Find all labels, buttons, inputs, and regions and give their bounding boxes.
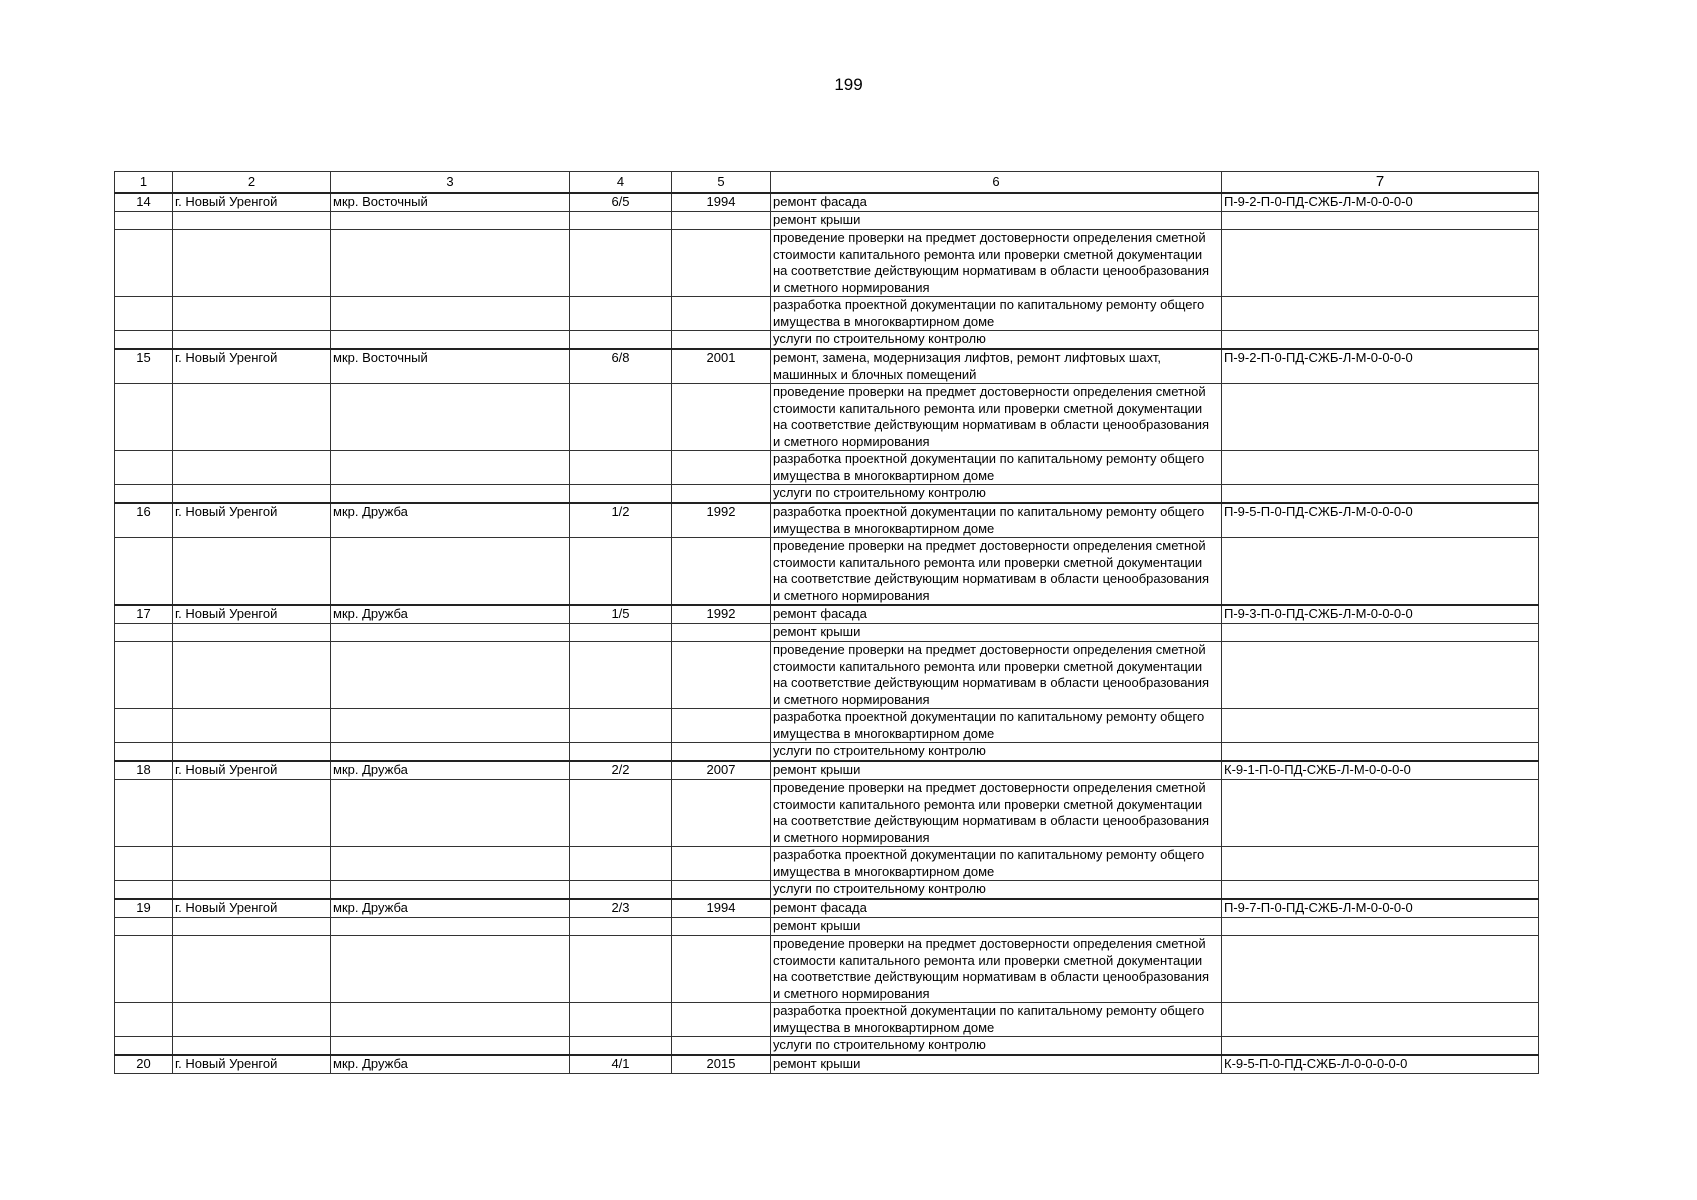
cell-year bbox=[672, 538, 771, 606]
cell-number bbox=[115, 297, 173, 331]
cell-code: К-9-1-П-0-ПД-СЖБ-Л-М-0-0-0-0 bbox=[1222, 761, 1539, 780]
col-header-3: 3 bbox=[331, 172, 570, 194]
cell-work: ремонт фасада bbox=[771, 193, 1222, 212]
cell-work: разработка проектной документации по капитальному ремонту общего имущества в многоквартирном доме bbox=[771, 709, 1222, 743]
table-row bbox=[115, 605, 1539, 624]
cell-code bbox=[1222, 780, 1539, 847]
cell-code: П-9-5-П-0-ПД-СЖБ-Л-М-0-0-0-0 bbox=[1222, 503, 1539, 538]
cell-number bbox=[115, 331, 173, 350]
table-row bbox=[115, 780, 1539, 847]
cell-code bbox=[1222, 709, 1539, 743]
cell-work: проведение проверки на предмет достоверности определения сметной стоимости капитального ремонта или проверки сметной документации на соответствие действующим нормативам в области ценообразования и сметного нормирования bbox=[771, 936, 1222, 1003]
cell-code bbox=[1222, 297, 1539, 331]
cell-house bbox=[570, 230, 672, 297]
cell-house bbox=[570, 538, 672, 606]
cell-city bbox=[173, 847, 331, 881]
cell-code bbox=[1222, 230, 1539, 297]
cell-work: ремонт фасада bbox=[771, 605, 1222, 624]
cell-work: проведение проверки на предмет достоверности определения сметной стоимости капитального ремонта или проверки сметной документации на соответствие действующим нормативам в области ценообразования и сметного нормирования bbox=[771, 780, 1222, 847]
cell-year bbox=[672, 331, 771, 350]
cell-number: 18 bbox=[115, 761, 173, 780]
table-row bbox=[115, 1003, 1539, 1037]
cell-house: 4/1 bbox=[570, 1055, 672, 1074]
cell-code bbox=[1222, 331, 1539, 350]
cell-work: ремонт крыши bbox=[771, 1055, 1222, 1074]
table-row bbox=[115, 624, 1539, 642]
cell-number bbox=[115, 709, 173, 743]
cell-code bbox=[1222, 384, 1539, 451]
cell-city bbox=[173, 538, 331, 606]
cell-house bbox=[570, 642, 672, 709]
cell-work: разработка проектной документации по капитальному ремонту общего имущества в многоквартирном доме bbox=[771, 1003, 1222, 1037]
cell-city bbox=[173, 936, 331, 1003]
col-header-7: 7 bbox=[1222, 172, 1539, 194]
cell-number bbox=[115, 936, 173, 1003]
cell-city bbox=[173, 485, 331, 504]
cell-city bbox=[173, 384, 331, 451]
cell-house bbox=[570, 624, 672, 642]
cell-code bbox=[1222, 538, 1539, 606]
table-row bbox=[115, 743, 1539, 762]
table-row bbox=[115, 936, 1539, 1003]
cell-number bbox=[115, 212, 173, 230]
cell-city bbox=[173, 1003, 331, 1037]
cell-city: г. Новый Уренгой bbox=[173, 899, 331, 918]
cell-year: 1994 bbox=[672, 899, 771, 918]
cell-house bbox=[570, 451, 672, 485]
cell-city: г. Новый Уренгой bbox=[173, 605, 331, 624]
table-row bbox=[115, 485, 1539, 504]
cell-district bbox=[331, 451, 570, 485]
cell-number: 20 bbox=[115, 1055, 173, 1074]
table-row bbox=[115, 918, 1539, 936]
cell-house bbox=[570, 918, 672, 936]
cell-code bbox=[1222, 743, 1539, 762]
cell-district: мкр. Восточный bbox=[331, 349, 570, 384]
cell-district bbox=[331, 297, 570, 331]
cell-year bbox=[672, 230, 771, 297]
col-header-1: 1 bbox=[115, 172, 173, 194]
table-row bbox=[115, 331, 1539, 350]
cell-year bbox=[672, 451, 771, 485]
cell-city: г. Новый Уренгой bbox=[173, 761, 331, 780]
cell-year: 1992 bbox=[672, 503, 771, 538]
cell-city bbox=[173, 709, 331, 743]
cell-code bbox=[1222, 1003, 1539, 1037]
cell-work: ремонт крыши bbox=[771, 624, 1222, 642]
cell-year bbox=[672, 743, 771, 762]
cell-city bbox=[173, 297, 331, 331]
cell-house: 6/8 bbox=[570, 349, 672, 384]
table-row bbox=[115, 212, 1539, 230]
cell-district bbox=[331, 881, 570, 900]
cell-code bbox=[1222, 847, 1539, 881]
cell-work: услуги по строительному контролю bbox=[771, 331, 1222, 350]
cell-year bbox=[672, 780, 771, 847]
table-row bbox=[115, 761, 1539, 780]
cell-city bbox=[173, 743, 331, 762]
cell-district bbox=[331, 1003, 570, 1037]
cell-number bbox=[115, 743, 173, 762]
table-row bbox=[115, 193, 1539, 212]
cell-district bbox=[331, 936, 570, 1003]
cell-year bbox=[672, 709, 771, 743]
cell-work: ремонт крыши bbox=[771, 761, 1222, 780]
cell-number: 15 bbox=[115, 349, 173, 384]
cell-code bbox=[1222, 451, 1539, 485]
cell-house: 1/5 bbox=[570, 605, 672, 624]
cell-city bbox=[173, 230, 331, 297]
cell-district bbox=[331, 331, 570, 350]
col-header-2: 2 bbox=[173, 172, 331, 194]
cell-district bbox=[331, 624, 570, 642]
header-row bbox=[115, 172, 1539, 194]
cell-work: ремонт крыши bbox=[771, 918, 1222, 936]
cell-house bbox=[570, 936, 672, 1003]
cell-number bbox=[115, 1003, 173, 1037]
cell-city bbox=[173, 642, 331, 709]
cell-work: ремонт фасада bbox=[771, 899, 1222, 918]
cell-district: мкр. Восточный bbox=[331, 193, 570, 212]
cell-house bbox=[570, 212, 672, 230]
cell-city: г. Новый Уренгой bbox=[173, 503, 331, 538]
cell-number bbox=[115, 485, 173, 504]
cell-district: мкр. Дружба bbox=[331, 605, 570, 624]
cell-district bbox=[331, 538, 570, 606]
cell-city: г. Новый Уренгой bbox=[173, 349, 331, 384]
cell-work: ремонт крыши bbox=[771, 212, 1222, 230]
cell-city bbox=[173, 881, 331, 900]
table-row bbox=[115, 503, 1539, 538]
cell-code bbox=[1222, 642, 1539, 709]
cell-code: К-9-5-П-0-ПД-СЖБ-Л-0-0-0-0-0 bbox=[1222, 1055, 1539, 1074]
cell-number: 17 bbox=[115, 605, 173, 624]
cell-code bbox=[1222, 1037, 1539, 1056]
cell-number bbox=[115, 918, 173, 936]
cell-city: г. Новый Уренгой bbox=[173, 1055, 331, 1074]
cell-house bbox=[570, 1003, 672, 1037]
cell-number: 19 bbox=[115, 899, 173, 918]
cell-work: разработка проектной документации по капитальному ремонту общего имущества в многоквартирном доме bbox=[771, 503, 1222, 538]
cell-district bbox=[331, 642, 570, 709]
cell-city bbox=[173, 331, 331, 350]
cell-code bbox=[1222, 881, 1539, 900]
cell-district: мкр. Дружба bbox=[331, 503, 570, 538]
cell-house bbox=[570, 1037, 672, 1056]
cell-code bbox=[1222, 936, 1539, 1003]
cell-house bbox=[570, 297, 672, 331]
cell-number bbox=[115, 780, 173, 847]
cell-house: 6/5 bbox=[570, 193, 672, 212]
cell-city bbox=[173, 451, 331, 485]
cell-number bbox=[115, 230, 173, 297]
table-row bbox=[115, 230, 1539, 297]
cell-number bbox=[115, 642, 173, 709]
table-row bbox=[115, 297, 1539, 331]
cell-work: услуги по строительному контролю bbox=[771, 881, 1222, 900]
table-row bbox=[115, 881, 1539, 900]
table-row bbox=[115, 1037, 1539, 1056]
cell-city bbox=[173, 212, 331, 230]
table-body bbox=[115, 193, 1539, 1074]
cell-code: П-9-3-П-0-ПД-СЖБ-Л-М-0-0-0-0 bbox=[1222, 605, 1539, 624]
cell-number bbox=[115, 881, 173, 900]
cell-number: 14 bbox=[115, 193, 173, 212]
cell-year: 1994 bbox=[672, 193, 771, 212]
cell-house: 1/2 bbox=[570, 503, 672, 538]
cell-house: 2/3 bbox=[570, 899, 672, 918]
table-row bbox=[115, 899, 1539, 918]
cell-work: проведение проверки на предмет достоверности определения сметной стоимости капитального ремонта или проверки сметной документации на соответствие действующим нормативам в области ценообразования и сметного нормирования bbox=[771, 230, 1222, 297]
cell-work: разработка проектной документации по капитальному ремонту общего имущества в многоквартирном доме bbox=[771, 847, 1222, 881]
cell-city bbox=[173, 624, 331, 642]
cell-year: 2007 bbox=[672, 761, 771, 780]
col-header-6: 6 bbox=[771, 172, 1222, 194]
cell-code bbox=[1222, 918, 1539, 936]
cell-work: проведение проверки на предмет достоверности определения сметной стоимости капитального ремонта или проверки сметной документации на соответствие действующим нормативам в области ценообразования и сметного нормирования bbox=[771, 384, 1222, 451]
cell-work: услуги по строительному контролю bbox=[771, 485, 1222, 504]
cell-code bbox=[1222, 624, 1539, 642]
cell-year bbox=[672, 485, 771, 504]
cell-code: П-9-2-П-0-ПД-СЖБ-Л-М-0-0-0-0 bbox=[1222, 349, 1539, 384]
cell-house bbox=[570, 384, 672, 451]
col-header-5: 5 bbox=[672, 172, 771, 194]
table-row bbox=[115, 1055, 1539, 1074]
cell-number bbox=[115, 847, 173, 881]
cell-district bbox=[331, 230, 570, 297]
cell-district bbox=[331, 709, 570, 743]
cell-district bbox=[331, 847, 570, 881]
work-table bbox=[114, 171, 1539, 1074]
cell-number bbox=[115, 451, 173, 485]
table-row bbox=[115, 642, 1539, 709]
cell-year: 2015 bbox=[672, 1055, 771, 1074]
cell-year bbox=[672, 624, 771, 642]
cell-district: мкр. Дружба bbox=[331, 1055, 570, 1074]
cell-work: проведение проверки на предмет достоверности определения сметной стоимости капитального ремонта или проверки сметной документации на соответствие действующим нормативам в области ценообразования и сметного нормирования bbox=[771, 538, 1222, 606]
table-row bbox=[115, 451, 1539, 485]
table-row bbox=[115, 538, 1539, 606]
table-row bbox=[115, 384, 1539, 451]
cell-district: мкр. Дружба bbox=[331, 899, 570, 918]
cell-work: услуги по строительному контролю bbox=[771, 743, 1222, 762]
cell-district bbox=[331, 384, 570, 451]
cell-code: П-9-7-П-0-ПД-СЖБ-Л-М-0-0-0-0 bbox=[1222, 899, 1539, 918]
cell-year bbox=[672, 297, 771, 331]
cell-district bbox=[331, 485, 570, 504]
cell-year bbox=[672, 918, 771, 936]
cell-city bbox=[173, 780, 331, 847]
cell-work: ремонт, замена, модернизация лифтов, ремонт лифтовых шахт, машинных и блочных помещений bbox=[771, 349, 1222, 384]
cell-number bbox=[115, 624, 173, 642]
page-number: 199 bbox=[834, 75, 863, 94]
cell-work: разработка проектной документации по капитальному ремонту общего имущества в многоквартирном доме bbox=[771, 297, 1222, 331]
cell-number bbox=[115, 384, 173, 451]
cell-year bbox=[672, 642, 771, 709]
cell-house bbox=[570, 780, 672, 847]
cell-work: разработка проектной документации по капитальному ремонту общего имущества в многоквартирном доме bbox=[771, 451, 1222, 485]
cell-district bbox=[331, 780, 570, 847]
cell-year bbox=[672, 881, 771, 900]
cell-house bbox=[570, 881, 672, 900]
cell-year bbox=[672, 1003, 771, 1037]
cell-house bbox=[570, 331, 672, 350]
cell-number bbox=[115, 1037, 173, 1056]
cell-district bbox=[331, 212, 570, 230]
table-row bbox=[115, 349, 1539, 384]
cell-house bbox=[570, 485, 672, 504]
cell-house bbox=[570, 743, 672, 762]
cell-year: 1992 bbox=[672, 605, 771, 624]
cell-year bbox=[672, 212, 771, 230]
cell-house: 2/2 bbox=[570, 761, 672, 780]
cell-district bbox=[331, 918, 570, 936]
cell-code: П-9-2-П-0-ПД-СЖБ-Л-М-0-0-0-0 bbox=[1222, 193, 1539, 212]
cell-house bbox=[570, 709, 672, 743]
table-row bbox=[115, 709, 1539, 743]
cell-district bbox=[331, 1037, 570, 1056]
cell-work: проведение проверки на предмет достоверности определения сметной стоимости капитального ремонта или проверки сметной документации на соответствие действующим нормативам в области ценообразования и сметного нормирования bbox=[771, 642, 1222, 709]
cell-work: услуги по строительному контролю bbox=[771, 1037, 1222, 1056]
cell-number: 16 bbox=[115, 503, 173, 538]
cell-code bbox=[1222, 212, 1539, 230]
table-row bbox=[115, 847, 1539, 881]
cell-year bbox=[672, 1037, 771, 1056]
cell-year bbox=[672, 847, 771, 881]
cell-code bbox=[1222, 485, 1539, 504]
cell-house bbox=[570, 847, 672, 881]
cell-city bbox=[173, 1037, 331, 1056]
col-header-4: 4 bbox=[570, 172, 672, 194]
cell-year: 2001 bbox=[672, 349, 771, 384]
cell-district bbox=[331, 743, 570, 762]
cell-city: г. Новый Уренгой bbox=[173, 193, 331, 212]
cell-district: мкр. Дружба bbox=[331, 761, 570, 780]
cell-number bbox=[115, 538, 173, 606]
cell-city bbox=[173, 918, 331, 936]
cell-year bbox=[672, 936, 771, 1003]
cell-year bbox=[672, 384, 771, 451]
